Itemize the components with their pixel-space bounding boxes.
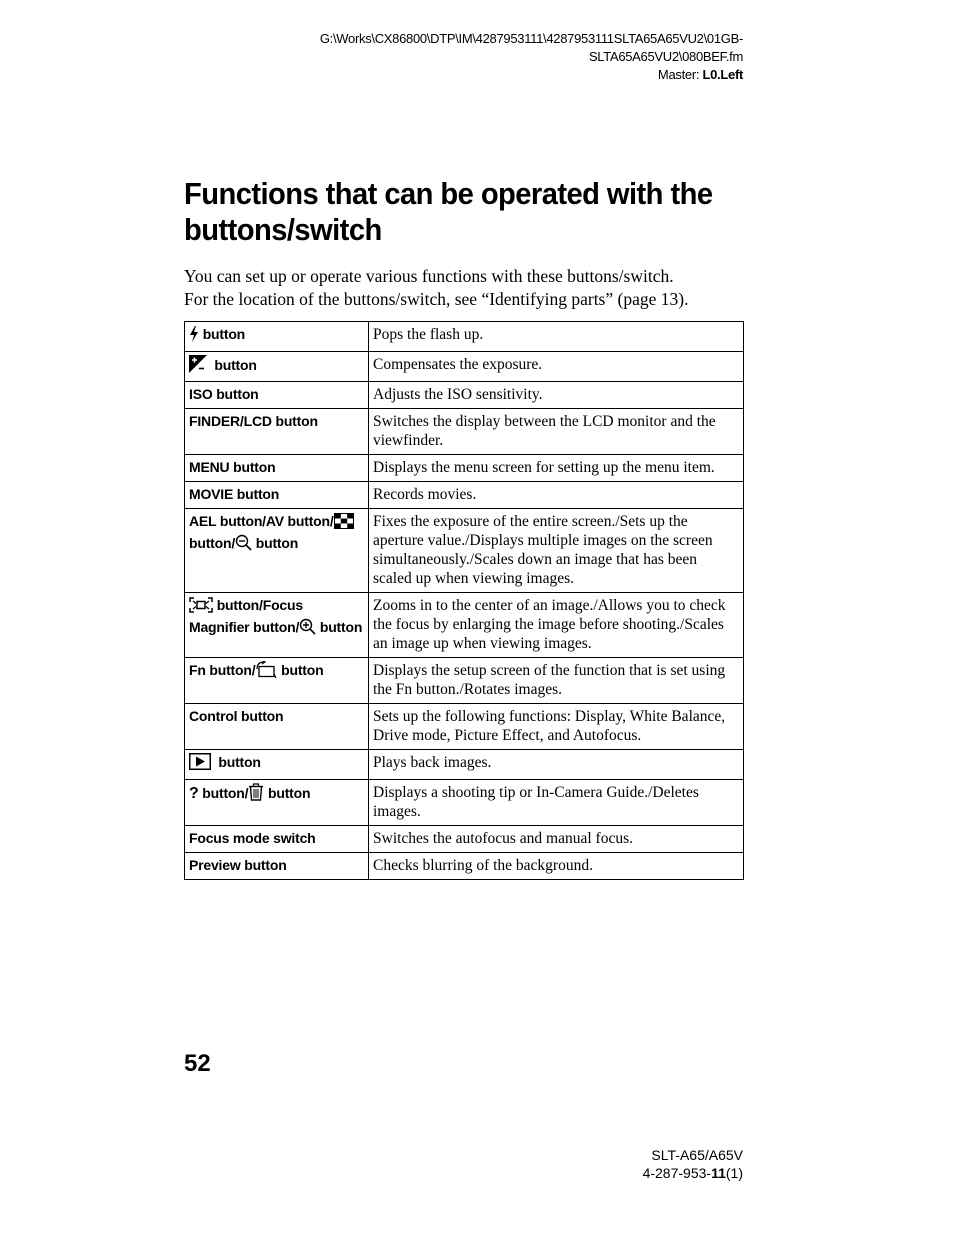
- table-row: [185, 382, 744, 409]
- description-cell: Checks blurring of the background.: [369, 852, 744, 879]
- description-cell: Plays back images.: [369, 750, 744, 780]
- table-row: [185, 409, 744, 455]
- button-name-cell: MENU button: [185, 455, 369, 482]
- button-name-cell: FINDER/LCD button: [185, 409, 369, 455]
- functions-table: [184, 321, 744, 880]
- zoom-in-icon: [299, 618, 316, 640]
- table-row: [185, 593, 744, 658]
- button-name-part: AEL button/AV button/: [189, 513, 334, 529]
- focus-magnifier-icon: [189, 597, 213, 618]
- button-name-cell: [185, 779, 369, 825]
- exposure-compensation-icon: [189, 355, 207, 378]
- description-cell: Zooms in to the center of an image./Allows you to check the focus by enlarging the image before shooting./Scales an image up when viewing images.: [369, 593, 744, 658]
- table-row: [185, 852, 744, 879]
- button-name-cell: Preview button: [185, 852, 369, 879]
- table-row: [185, 351, 744, 382]
- page-number: 52: [184, 1050, 211, 1077]
- button-name-part: button: [255, 534, 299, 551]
- description-cell: Fixes the exposure of the entire screen./Sets up the aperture value./Displays multiple images on the screen simultaneously./Scales down an image that has been scaled up when viewing images.: [369, 509, 744, 593]
- button-name-part: Fn button/: [189, 662, 256, 678]
- intro-text: [184, 265, 754, 311]
- master-line: [320, 66, 743, 84]
- code-prefix: 4-287-953-: [642, 1165, 712, 1181]
- button-name: button: [214, 356, 257, 373]
- button-name: button: [218, 754, 261, 770]
- help-icon: ?: [189, 784, 199, 802]
- table-row: [185, 455, 744, 482]
- table-row: [185, 779, 744, 825]
- footer: [643, 1146, 743, 1182]
- description-cell: Switches the display between the LCD monitor and the viewfinder.: [369, 409, 744, 455]
- description-cell: Displays the setup screen of the function that is set using the Fn button./Rotates images.: [369, 658, 744, 704]
- description-cell: Displays the menu screen for setting up the menu item.: [369, 455, 744, 482]
- file-path-line-1: G:\Works\CX86800\DTP\IM\4287953111\4287953111SLTA65A65VU2\01GB-: [319, 31, 743, 46]
- flash-icon: [189, 326, 199, 347]
- button-name-cell: [185, 593, 369, 658]
- button-name-cell: Focus mode switch: [185, 825, 369, 852]
- description-cell: Compensates the exposure.: [369, 351, 744, 382]
- index-grid-icon: [334, 513, 354, 534]
- button-name-cell: MOVIE button: [185, 482, 369, 509]
- description-cell: Pops the flash up.: [369, 322, 744, 352]
- master-label: Master:: [657, 67, 703, 82]
- button-name-cell: [185, 658, 369, 704]
- file-path-line-2: SLTA65A65VU2\080BEF.fm: [588, 49, 743, 64]
- table-row: [185, 509, 744, 593]
- button-name-part: button/Focus Magnifier button/: [189, 597, 303, 635]
- button-name-cell: [185, 750, 369, 780]
- page-title: Functions that can be operated with the buttons/switch: [184, 176, 713, 247]
- table-row: [185, 482, 744, 509]
- trash-icon: [248, 783, 264, 806]
- master-value: L0.Left: [702, 67, 743, 82]
- button-name-cell: [185, 322, 369, 352]
- button-name-cell: [185, 351, 369, 382]
- button-name-part: button: [281, 662, 324, 678]
- table-row: [185, 704, 744, 750]
- code-revision: 11: [711, 1165, 726, 1181]
- description-cell: Switches the autofocus and manual focus.: [369, 825, 744, 852]
- button-name: button: [202, 326, 246, 342]
- file-path-header: [320, 30, 743, 84]
- button-name-part: button: [268, 784, 311, 801]
- intro-line-1: You can set up or operate various functions with these buttons/switch.: [184, 266, 674, 286]
- playback-icon: [189, 753, 211, 775]
- description-cell: Adjusts the ISO sensitivity.: [369, 382, 744, 409]
- table-row: [185, 825, 744, 852]
- table-row: [185, 322, 744, 352]
- zoom-out-icon: [235, 534, 252, 556]
- description-cell: Displays a shooting tip or In-Camera Guide./Deletes images.: [369, 779, 744, 825]
- description-cell: Records movies.: [369, 482, 744, 509]
- button-name-part: button: [319, 618, 363, 635]
- table-row: [185, 750, 744, 780]
- button-name-cell: [185, 509, 369, 593]
- rotate-icon: [255, 661, 277, 683]
- table-row: [185, 658, 744, 704]
- intro-line-2: For the location of the buttons/switch, see “Identifying parts” (page 13).: [184, 289, 689, 309]
- button-name-cell: Control button: [185, 704, 369, 750]
- code-suffix: (1): [725, 1165, 743, 1181]
- model-name: SLT-A65/A65V: [651, 1147, 743, 1163]
- description-cell: Sets up the following functions: Display, White Balance, Drive mode, Picture Effect, and Autofocus.: [369, 704, 744, 750]
- button-name-cell: ISO button: [185, 382, 369, 409]
- button-name-part: button/: [202, 784, 249, 801]
- button-name-part: button/: [189, 534, 236, 551]
- document-code: [643, 1164, 743, 1182]
